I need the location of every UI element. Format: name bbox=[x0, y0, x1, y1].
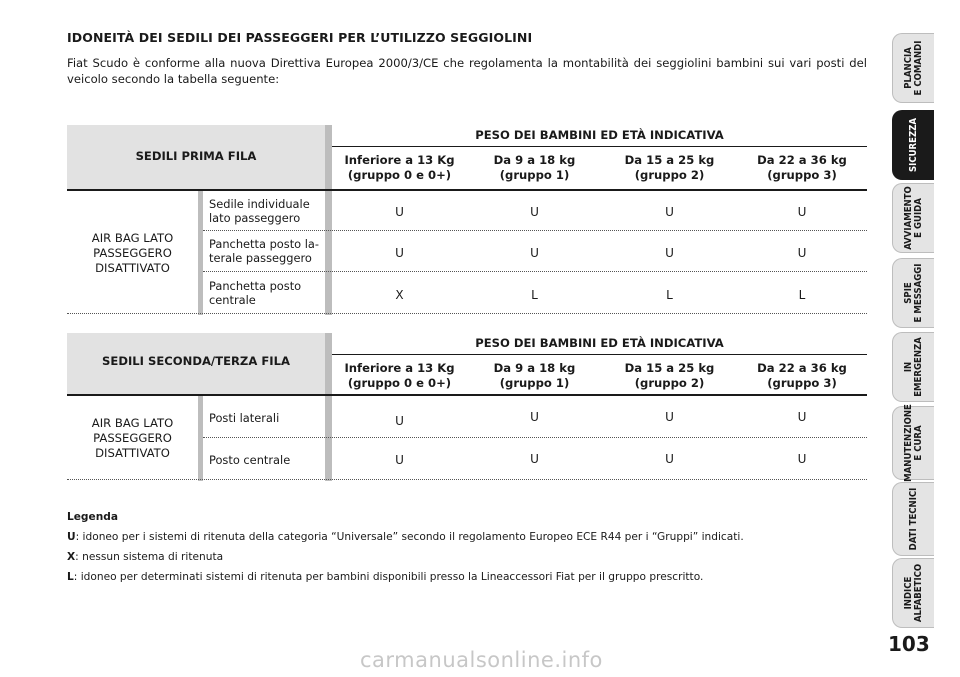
front-seats-table bbox=[67, 125, 867, 315]
cell-value: L bbox=[798, 288, 806, 302]
tab-emergenza[interactable]: IN EMERGENZA bbox=[892, 332, 934, 402]
cell-value: U bbox=[665, 452, 674, 466]
row-label: Panchetta posto la- terale passeggero bbox=[209, 237, 320, 265]
group-label: AIR BAG LATO PASSEGGERO DISATTIVATO bbox=[91, 231, 174, 275]
cell-value: U bbox=[395, 453, 404, 467]
column-header: Da 9 a 18 kg (gruppo 1) bbox=[493, 153, 576, 182]
cell-value: U bbox=[395, 205, 404, 219]
watermark: carmanualsonline.info bbox=[360, 648, 603, 672]
cell-value: U bbox=[797, 246, 807, 260]
cell-value: X bbox=[395, 288, 404, 302]
page-number: 103 bbox=[888, 632, 930, 656]
cell-value: U bbox=[797, 452, 807, 466]
row-label: Posti laterali bbox=[209, 411, 280, 425]
rule bbox=[332, 354, 867, 355]
rear-seats-table bbox=[67, 333, 867, 481]
cell-value: U bbox=[530, 452, 539, 466]
left-header: SEDILI SECONDA/TERZA FILA bbox=[102, 354, 290, 368]
rule bbox=[67, 479, 867, 480]
cell-value: U bbox=[395, 246, 404, 260]
column-header: Da 9 a 18 kg (gruppo 1) bbox=[493, 361, 576, 390]
column-header: Da 22 a 36 kg (gruppo 3) bbox=[757, 361, 847, 390]
rule bbox=[332, 146, 867, 147]
tab-dati-tecnici[interactable]: DATI TECNICI bbox=[892, 482, 934, 556]
legend-heading: Legenda bbox=[67, 511, 118, 523]
tab-plancia[interactable]: PLANCIA E COMANDI bbox=[892, 33, 934, 103]
legend-item: L: idoneo per determinati sistemi di ritenuta per bambini disponibili presso la Lineaccessori Fiat per il gruppo prescritto. bbox=[67, 571, 704, 583]
tab-sicurezza[interactable]: SICUREZZA bbox=[892, 110, 934, 180]
tab-avviamento[interactable]: AVVIAMENTO E GUIDA bbox=[892, 183, 934, 253]
column-header: Inferiore a 13 Kg (gruppo 0 e 0+) bbox=[344, 153, 455, 182]
right-header: PESO DEI BAMBINI ED ETÀ INDICATIVA bbox=[475, 336, 724, 350]
cell-value: U bbox=[797, 410, 807, 424]
cell-value: U bbox=[665, 410, 674, 424]
intro-paragraph: Fiat Scudo è conforme alla nuova Direttiva Europea 2000/3/CE che regolamenta la montabilità dei seggiolini bambini sui vari posti del veicolo secondo la tabella seguente: bbox=[67, 56, 867, 86]
tab-manutenzione[interactable]: MANUTENZIONE E CURA bbox=[892, 406, 934, 480]
group-label: AIR BAG LATO PASSEGGERO DISATTIVATO bbox=[91, 416, 174, 460]
left-header: SEDILI PRIMA FILA bbox=[135, 149, 257, 163]
row-label: Posto centrale bbox=[209, 453, 291, 467]
legend-item: X: nessun sistema di ritenuta bbox=[67, 551, 224, 563]
divider-bar bbox=[198, 395, 203, 481]
tab-indice[interactable]: INDICE ALFABETICO bbox=[892, 558, 934, 628]
column-header: Da 22 a 36 kg (gruppo 3) bbox=[757, 153, 847, 182]
cell-value: U bbox=[665, 205, 674, 219]
rule bbox=[67, 394, 867, 396]
cell-value: U bbox=[530, 205, 539, 219]
rule bbox=[67, 189, 867, 191]
rule bbox=[203, 437, 867, 438]
section-title: IDONEITÀ DEI SEDILI DEI PASSEGGERI PER L’UTILIZZO SEGGIOLINI bbox=[67, 30, 533, 45]
cell-value: U bbox=[395, 414, 404, 428]
column-header: Da 15 a 25 kg (gruppo 2) bbox=[624, 153, 715, 182]
cell-value: L bbox=[531, 288, 538, 302]
tab-spie[interactable]: SPIE E MESSAGGI bbox=[892, 258, 934, 328]
rule bbox=[203, 230, 867, 231]
rule bbox=[67, 313, 867, 314]
row-label: Panchetta posto centrale bbox=[209, 279, 302, 307]
divider-bar bbox=[325, 333, 332, 481]
cell-value: U bbox=[797, 205, 807, 219]
cell-value: U bbox=[530, 246, 539, 260]
cell-value: U bbox=[530, 410, 539, 424]
cell-value: U bbox=[665, 246, 674, 260]
legend-item: U: idoneo per i sistemi di ritenuta della categoria “Universale” secondo il regolamento Europeo ECE R44 per i “Gruppi” indicati. bbox=[67, 531, 744, 543]
column-header: Inferiore a 13 Kg (gruppo 0 e 0+) bbox=[344, 361, 455, 390]
row-label: Sedile individuale lato passeggero bbox=[209, 197, 310, 225]
divider-bar bbox=[325, 125, 332, 315]
legend bbox=[67, 507, 867, 587]
divider-bar bbox=[198, 190, 203, 315]
rule bbox=[203, 271, 867, 272]
column-header: Da 15 a 25 kg (gruppo 2) bbox=[624, 361, 715, 390]
cell-value: L bbox=[666, 288, 673, 302]
right-header: PESO DEI BAMBINI ED ETÀ INDICATIVA bbox=[475, 128, 724, 142]
